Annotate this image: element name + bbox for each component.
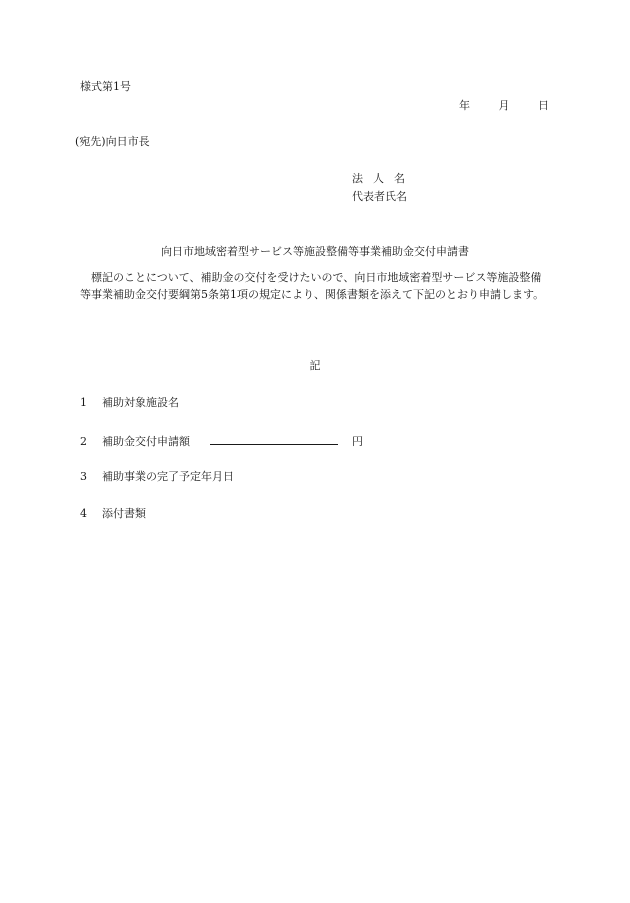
item-label: 添付書類 [102,507,146,520]
rep-name-label: 代表者氏名 [352,190,407,203]
item-facility-name [80,396,179,410]
addressee: (宛先)向日市長 [75,135,150,148]
item-subsidy-amount [80,433,363,449]
item-number: 4 [80,507,87,520]
amount-unit: 円 [352,435,363,448]
item-label: 補助対象施設名 [102,396,179,409]
year-label: 年 [459,99,470,112]
amount-blank-line [210,433,338,445]
form-number: 様式第1号 [80,80,131,93]
item-label: 補助事業の完了予定年月日 [102,470,234,483]
item-number: 3 [80,470,87,483]
item-number: 2 [80,435,87,448]
day-label: 日 [538,99,549,112]
item-attachments [80,507,146,521]
document-title: 向日市地域密着型サービス等施設整備等事業補助金交付申請書 [161,245,469,258]
body-paragraph: 標記のことについて、補助金の交付を受けたいので、向日市地域密着型サービス等施設整備等事業補助金交付要綱第5条第1項の規定により、関係書類を添えて下記のとおり申請します。 [80,271,545,301]
item-number: 1 [80,396,87,409]
item-label: 補助金交付申請額 [102,435,190,448]
month-label: 月 [498,99,510,112]
date-line [459,99,549,113]
ki-heading: 記 [309,359,321,372]
corp-name-label: 法人名 [352,172,415,185]
item-completion-date [80,470,234,484]
